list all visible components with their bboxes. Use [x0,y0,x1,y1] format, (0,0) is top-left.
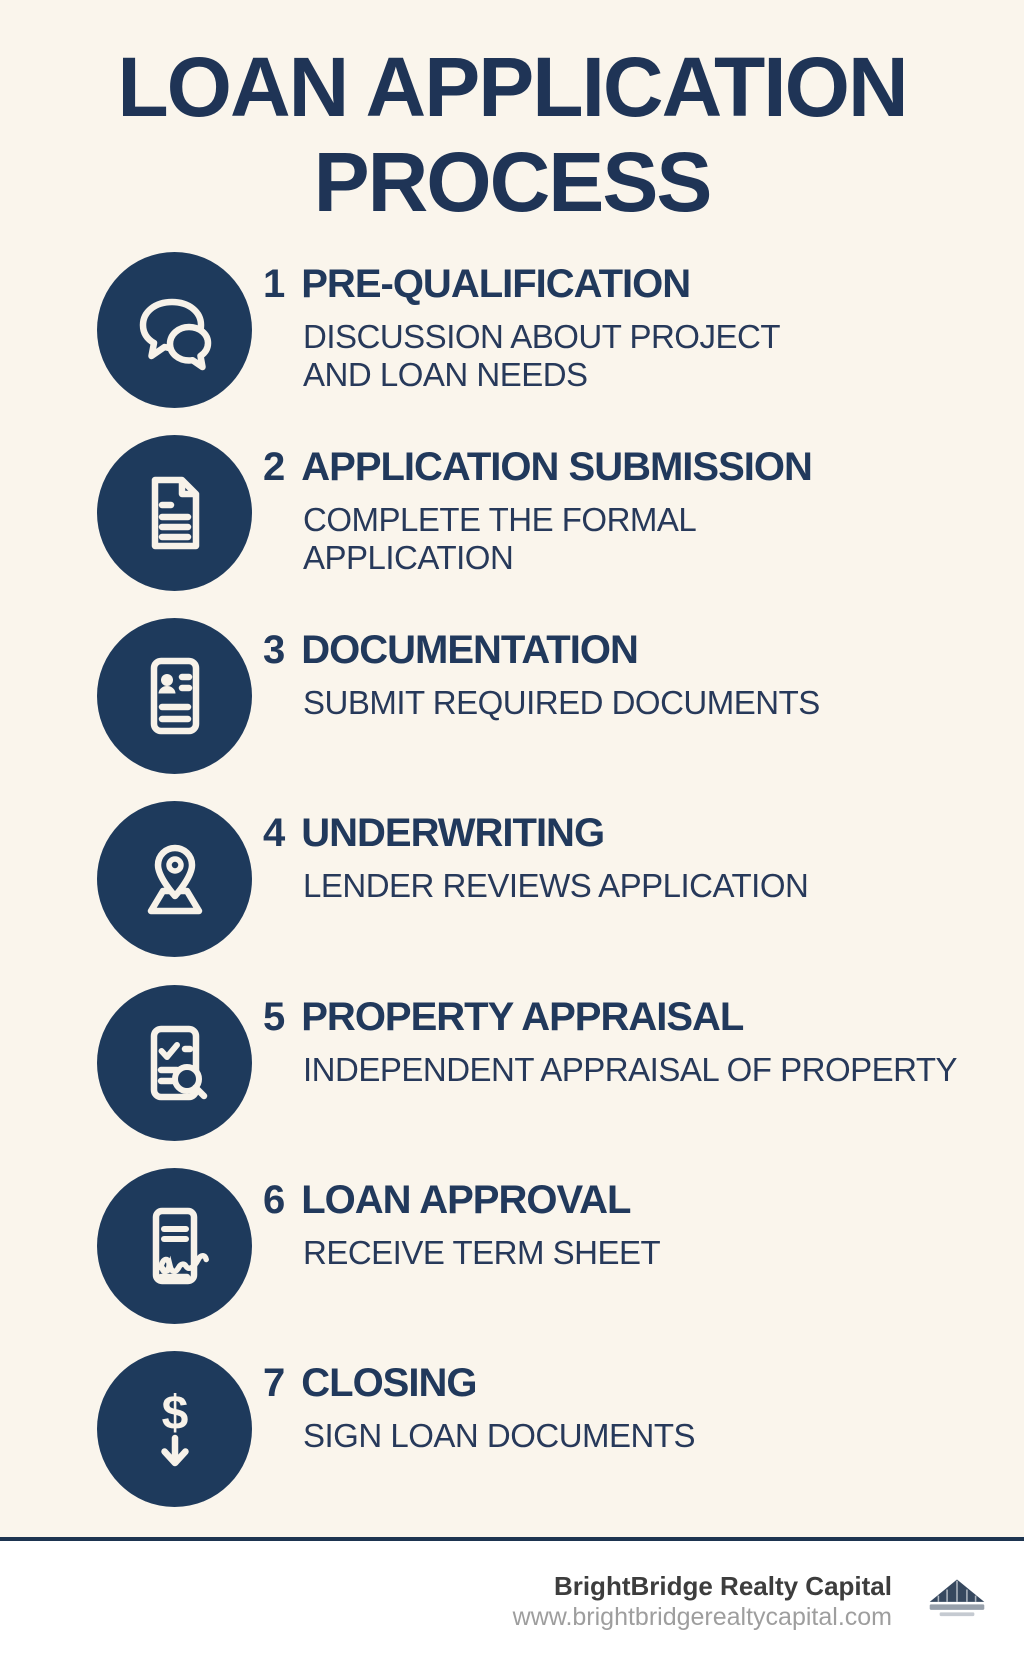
step-number: 5 [263,995,285,1039]
appraisal-checklist-icon [125,1013,225,1113]
step-description: COMPLETE THE FORMAL APPLICATION [303,501,697,576]
step-row-application-submission [0,435,1024,595]
brightbridge-bridge-logo-icon [926,1577,988,1623]
page-title-line1: LOAN APPLICATION [117,40,907,134]
step-number: 4 [263,811,285,855]
step-2-circle [97,435,252,591]
step-description: LENDER REVIEWS APPLICATION [303,867,809,904]
step-row-loan-approval [0,1168,1024,1328]
step-4-circle [97,801,252,957]
footer-text-block [513,1571,892,1633]
svg-text:$: $ [161,1387,188,1440]
step-title: LOAN APPROVAL [301,1178,631,1222]
signature-document-icon [125,1196,225,1296]
step-row-documentation [0,618,1024,778]
step-3-circle [97,618,252,774]
page-title [0,40,1024,230]
page-title-line2: PROCESS [313,135,711,229]
step-description: SIGN LOAN DOCUMENTS [303,1417,696,1454]
step-title: APPLICATION SUBMISSION [301,445,812,489]
step-1-circle [97,252,252,408]
step-row-closing [0,1351,1024,1511]
chat-bubbles-icon [125,280,225,380]
step-row-underwriting [0,801,1024,961]
step-number: 1 [263,262,285,306]
step-description: RECEIVE TERM SHEET [303,1234,661,1271]
step-number: 7 [263,1361,285,1405]
step-number: 3 [263,628,285,672]
step-title: CLOSING [301,1361,477,1405]
step-description: SUBMIT REQUIRED DOCUMENTS [303,684,820,721]
id-document-icon [125,646,225,746]
document-lines-icon [125,463,225,563]
step-5-circle [97,985,252,1141]
step-number: 6 [263,1178,285,1222]
step-title: PROPERTY APPRAISAL [301,995,744,1039]
step-title: PRE-QUALIFICATION [301,262,691,306]
step-title: UNDERWRITING [301,811,605,855]
step-title: DOCUMENTATION [301,628,638,672]
step-description: INDEPENDENT APPRAISAL OF PROPERTY [303,1051,958,1088]
step-number: 2 [263,445,285,489]
step-row-pre-qualification [0,252,1024,412]
step-row-property-appraisal [0,985,1024,1145]
footer [0,1537,1024,1666]
step-7-circle [97,1351,252,1507]
step-description: DISCUSSION ABOUT PROJECT AND LOAN NEEDS [303,318,780,393]
step-6-circle [97,1168,252,1324]
dollar-down-arrow-icon [125,1379,225,1479]
footer-company-name: BrightBridge Realty Capital [553,1571,892,1601]
footer-website-url: www.brightbridgerealtycapital.com [512,1603,892,1631]
map-pin-icon [125,829,225,929]
